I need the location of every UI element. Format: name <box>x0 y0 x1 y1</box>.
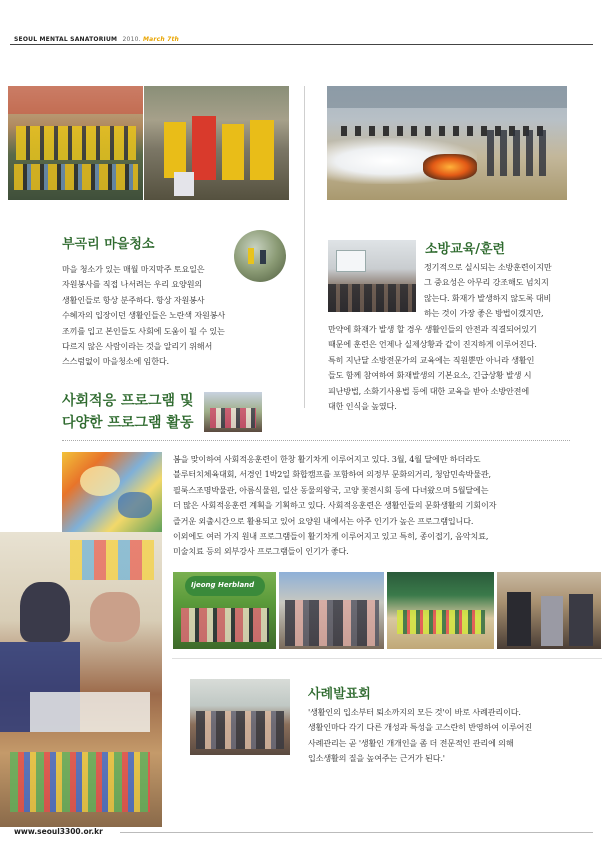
case-text <box>308 705 598 767</box>
fire-line: 대한 인식을 높였다. <box>328 401 397 412</box>
case-line: '생활인의 입소부터 퇴소까지의 모든 것'이 바로 사례관리이다. <box>308 707 521 717</box>
fire-line: 피난방법, 소화기사용법 등에 대한 교육을 받아 소방안전에 <box>328 385 530 396</box>
case-line: 입소생활의 질을 높여주는 근거가 된다.' <box>308 753 445 764</box>
social-line: 더 많은 사회적응훈련 계획을 기획하고 있다. 사회적응훈련은 생활인들의 문화생활의 기회이자 <box>173 500 497 511</box>
fire-line: 그 중요성은 아무리 강조해도 넘치지 <box>424 277 549 288</box>
header-rule <box>10 44 593 45</box>
social-line: 봄을 맞이하여 사회적응훈련이 한창 활기차게 이루어지고 있다. 3월, 4월 달에만 하더라도 <box>173 454 481 464</box>
social-line: 이외에도 여러 가지 원내 프로그램들이 활기차게 이루어지고 있고 특히, 종이접기, 음악치료, <box>173 531 489 542</box>
photo-cleanup-group <box>8 86 143 200</box>
social-title <box>62 390 193 434</box>
issue-year: 2010. <box>122 36 141 43</box>
photo-social-group <box>204 392 262 432</box>
photo-museum-visit <box>497 572 601 649</box>
column-divider <box>304 86 305 408</box>
case-line: 사례관리는 곧 '생활인 개개인을 좀 더 전문적인 관리에 의해 <box>308 737 514 748</box>
case-line: 생활인마다 각기 다른 개성과 특성을 고스란히 반영하여 이루어진 <box>308 722 533 733</box>
fire-line: 않는다. 화재가 발생하지 않도록 대비 <box>424 292 552 303</box>
cleanup-line: 자원봉사를 직접 나서려는 우리 요양원의 <box>62 279 203 290</box>
photo-outing-group <box>279 572 384 649</box>
fire-line: 특히 지난달 소방전문가의 교육에는 직원뿐만 아니라 생활인 <box>328 354 535 365</box>
social-line: 즐거운 외출시간으로 활용되고 있어 요양원 내에서는 아주 인기가 높은 프로그램입니다. <box>173 515 474 526</box>
photo-sports-day <box>387 572 494 649</box>
brand-name: SEOUL MENTAL SANATORIUM <box>14 36 118 43</box>
footer-url[interactable]: www.seoul3300.or.kr <box>14 827 103 836</box>
social-line: 필룩스조명박물관, 아름식물원, 일산 동물의왕국, 고양 꽃전시회 등에 다녀왔으며 5월달에는 <box>173 484 489 495</box>
issue-month: March 7th <box>143 36 180 43</box>
footer-rule <box>120 832 593 833</box>
cleanup-line: 다르지 않은 사람이라는 것을 알리기 위해서 <box>62 341 213 352</box>
fire-text-bottom <box>328 322 590 414</box>
photo-art-class <box>0 532 162 827</box>
social-line: 미술치료 등의 외부강사 프로그램들이 인기가 좋다. <box>173 546 349 557</box>
social-title-line2: 다양한 프로그램 활동 <box>62 415 194 431</box>
fire-title: 소방교육/훈련 <box>425 242 506 257</box>
photo-fire-education <box>328 240 416 312</box>
cleanup-line: 생활인들로 항상 분주하다. 항상 자원봉사 <box>62 294 205 305</box>
social-text <box>173 452 593 560</box>
cleanup-line: 마을 청소가 있는 매월 마지막주 토요일은 <box>62 264 205 274</box>
fire-line: 들도 함께 참여하여 화재발생의 기본요소, 긴급상황 발생 시 <box>328 370 532 381</box>
photo-herbland <box>173 572 276 649</box>
herbland-banner-text: Ijeong Herbland <box>191 581 255 589</box>
fire-line: 때문에 훈련은 언제나 실제상황과 같이 진지하게 이루어진다. <box>328 339 537 350</box>
case-box-border <box>172 658 602 659</box>
fire-line: 정기적으로 실시되는 소방훈련이지만 <box>424 262 552 272</box>
photo-cleanup-volunteers <box>144 86 289 200</box>
photo-fire-drill <box>327 86 567 200</box>
photo-art-painting <box>62 452 162 532</box>
section-divider <box>62 440 570 441</box>
fire-text-top <box>424 260 584 322</box>
cleanup-line: 조끼를 입고 본인들도 사회에 도움이 될 수 있는 <box>62 325 225 336</box>
social-line: 블루터치체육대회, 서경인 1박2일 화합캠프를 포함하여 의정부 문화의거리, 청암민속박물관, <box>173 469 491 480</box>
cleanup-line: 스스럼없이 마을청소에 임한다. <box>62 356 169 367</box>
cleanup-text <box>62 262 242 370</box>
social-title-line1: 사회적응 프로그램 및 <box>62 393 194 409</box>
photo-case-meeting <box>190 679 290 755</box>
masthead <box>14 36 179 43</box>
case-title: 사례발표회 <box>308 687 371 702</box>
fire-line: 하는 것이 가장 좋은 방법이겠지만, <box>424 308 544 319</box>
cleanup-line: 수혜자의 입장이던 생활인들은 노란색 자원봉사 <box>62 310 226 321</box>
fire-line: 만약에 화재가 발생 할 경우 생활인들의 안전과 직결되어있기 <box>328 324 537 334</box>
cleanup-title: 부곡리 마을청소 <box>62 237 155 252</box>
